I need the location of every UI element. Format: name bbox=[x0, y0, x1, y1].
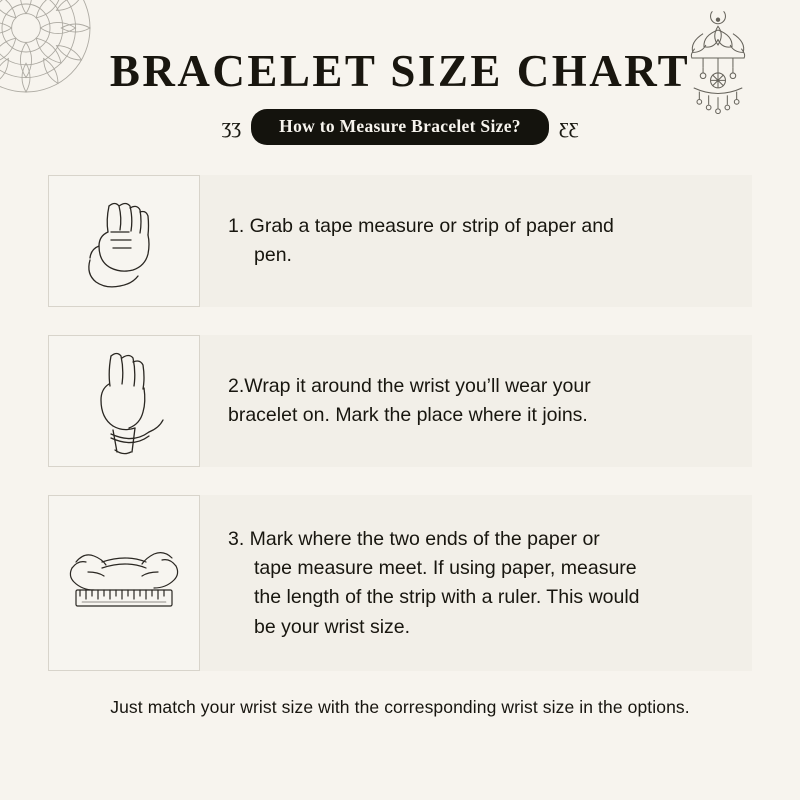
step-3-line-1: 3. Mark where the two ends of the paper or bbox=[228, 527, 600, 550]
step-3-text bbox=[200, 495, 752, 671]
step-2-illustration bbox=[48, 335, 200, 467]
step-1-text bbox=[200, 175, 752, 307]
flourish-right-icon: ʒʒ bbox=[558, 113, 579, 139]
list-item bbox=[48, 335, 752, 467]
footer-note: Just match your wrist size with the corresponding wrist size in the options. bbox=[110, 697, 690, 718]
step-1-illustration bbox=[48, 175, 200, 307]
hand-with-tape-around-wrist-icon bbox=[65, 338, 183, 464]
step-2-line-2: bracelet on. Mark the place where it joins. bbox=[228, 404, 588, 427]
step-3-line-3: the length of the strip with a ruler. This would bbox=[254, 586, 640, 609]
flourish-left-icon: ʒʒ bbox=[221, 113, 242, 139]
steps-list bbox=[48, 175, 752, 671]
lotus-ornament-icon bbox=[670, 2, 766, 142]
step-2-line-1: 2.Wrap it around the wrist you’ll wear your bbox=[228, 375, 591, 397]
step-1-line-2: pen. bbox=[254, 244, 292, 267]
page-title: BRACELET SIZE CHART bbox=[109, 46, 691, 96]
step-3-illustration bbox=[48, 495, 200, 671]
subtitle-badge: How to Measure Bracelet Size? bbox=[251, 109, 549, 145]
mandala-ornament-icon bbox=[0, 0, 106, 108]
step-2-text bbox=[200, 335, 752, 467]
hands-measuring-strip-with-ruler-icon bbox=[58, 528, 190, 638]
step-3-line-2: tape measure meet. If using paper, measure bbox=[254, 557, 637, 579]
hand-fist-with-tape-icon bbox=[65, 182, 183, 300]
step-1-line-1: 1. Grab a tape measure or strip of paper and bbox=[228, 215, 614, 237]
list-item bbox=[48, 495, 752, 671]
step-3-line-4: be your wrist size. bbox=[254, 615, 411, 638]
list-item bbox=[48, 175, 752, 307]
